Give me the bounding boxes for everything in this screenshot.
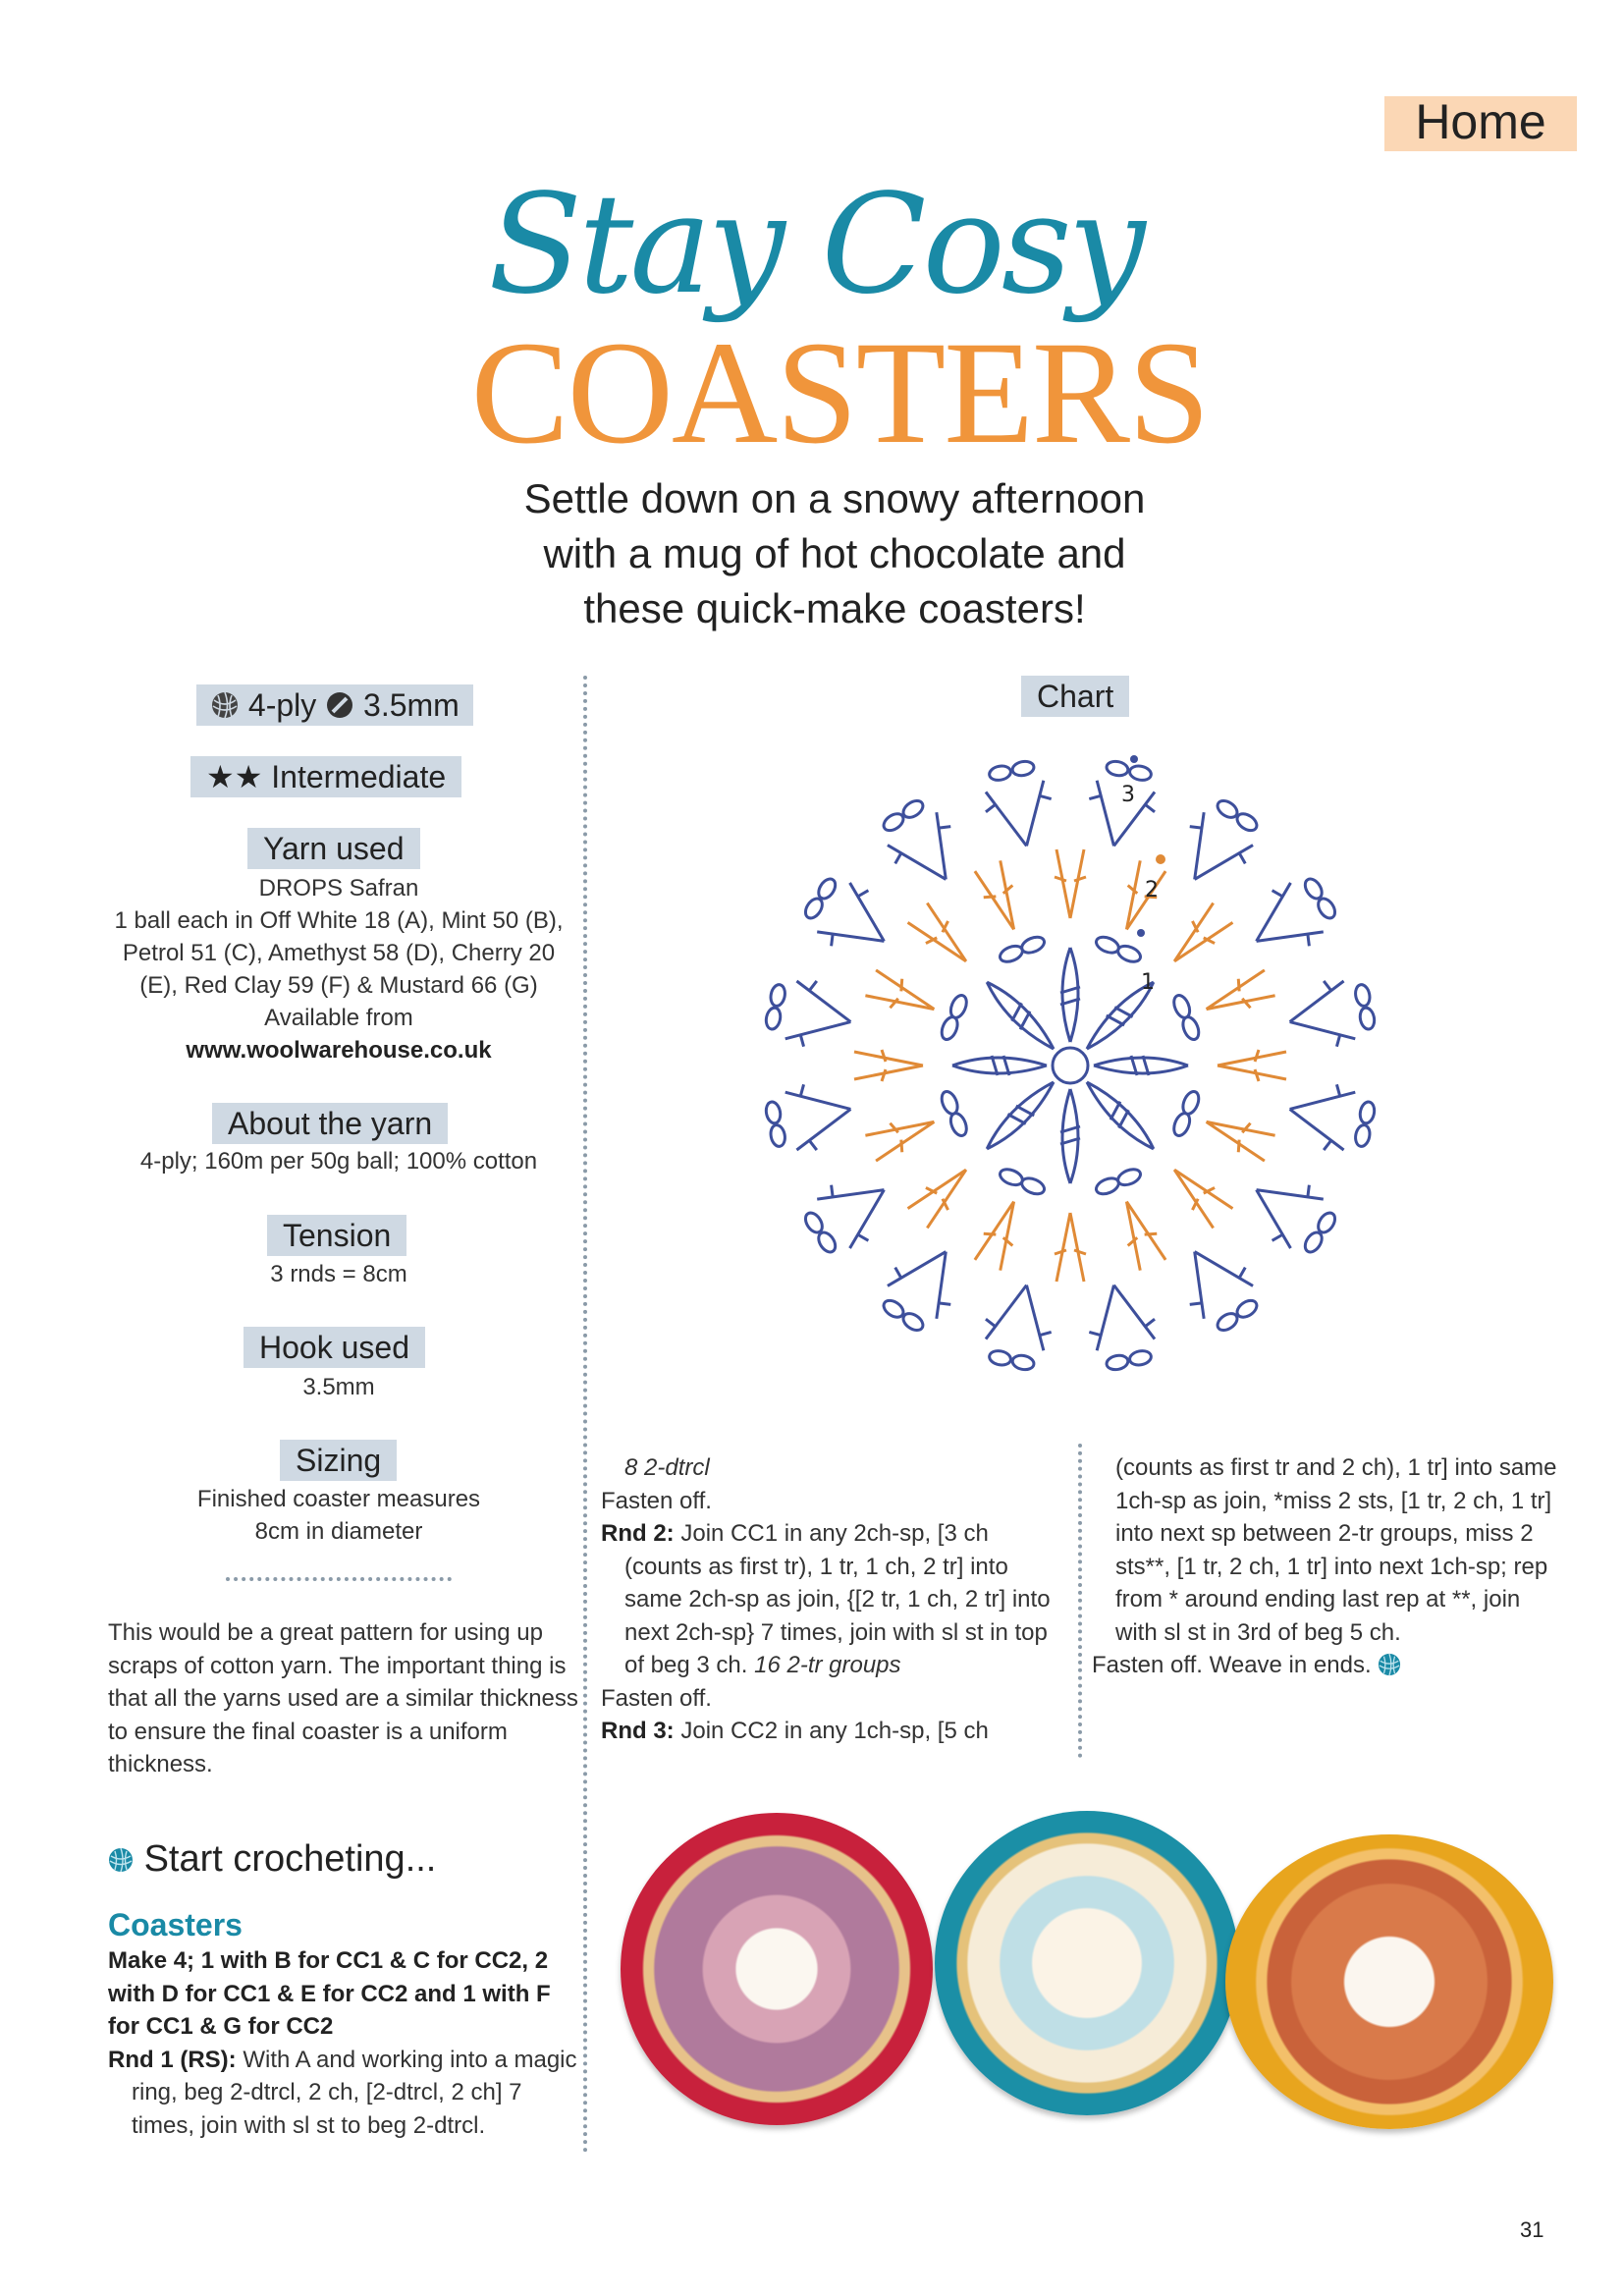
chart-shell-symbol (796, 867, 902, 969)
sizing-heading: Sizing (280, 1440, 397, 1481)
start-marker-2 (1156, 854, 1165, 864)
make-instruction: Make 4; 1 with B for CC1 & C for CC2, 2 with D for CC1 & E for CC2 and 1 with F for CC1 & G for CC2 (108, 1947, 551, 2040)
supplier-link[interactable]: www.woolwarehouse.co.uk (186, 1037, 492, 1064)
magic-ring (1053, 1048, 1088, 1083)
spec-weight-hook-tag: 4-ply 3.5mm (196, 684, 473, 726)
coaster-mustard (1225, 1834, 1553, 2129)
fasten-off-2: Fasten off. (601, 1684, 712, 1712)
chart-tr-group-symbol (1200, 968, 1275, 1023)
rnd1-instruction: Rnd 1 (RS): With A and working into a magic ring, beg 2-dtrcl, 2 ch, [2-dtrcl, 2 ch] 7 times, join with sl st to beg 2-dtrcl. (108, 2046, 577, 2139)
skill-level-tag: ★★ Intermediate (190, 756, 461, 797)
chart-chain-symbol (939, 1089, 969, 1138)
yarn-ball-icon (210, 690, 240, 720)
chart-tr-group-symbol (1218, 1050, 1286, 1081)
crochet-chart (746, 732, 1394, 1399)
coaster-teal (935, 1811, 1239, 2115)
intro-text: Settle down on a snowy afternoon with a mug of hot chocolate and these quick-make coasters! (523, 475, 1146, 631)
chart-chain-symbol (998, 934, 1047, 964)
chart-chain-symbol (939, 993, 969, 1042)
divider-dots (226, 1577, 452, 1581)
start-marker-1 (1137, 929, 1145, 937)
rnd2-instruction: Rnd 2: Join CC1 in any 2ch-sp, [3 ch (counts as first tr), 1 tr, 1 ch, 2 tr] into same 2ch-sp as join, {[2 tr, 1 ch, 2 tr] into next 2ch-sp} 7 times, join with sl st in top of beg 3 ch. 16 2-tr groups (601, 1520, 1051, 1678)
start-marker-3 (1130, 755, 1138, 763)
chart-shell-symbol (762, 973, 857, 1055)
chart-tr-group-symbol (854, 1050, 923, 1081)
chart-dtrcl-symbol (1080, 1075, 1161, 1156)
chart-chain-symbol (998, 1167, 1047, 1197)
chart-label-1: 1 (1141, 970, 1155, 995)
chart-shell-symbol (1166, 1233, 1269, 1339)
about-yarn-text: 4-ply; 160m per 50g ball; 100% cotton (139, 1148, 538, 1175)
chart-tr-group-symbol (1055, 849, 1086, 918)
yarn-used-heading: Yarn used (247, 828, 420, 869)
chart-shell-symbol (1283, 1076, 1379, 1158)
pattern-right (1092, 1451, 1558, 1682)
chart-round-2 (854, 849, 1286, 1282)
chart-label-3: 3 (1121, 783, 1135, 807)
tension-heading: Tension (267, 1215, 406, 1256)
chart-shell-symbol (1081, 1279, 1163, 1374)
title-script: Stay Cosy (488, 165, 1142, 325)
fasten-off-1: Fasten off. (601, 1487, 712, 1514)
chart-heading: Chart (1021, 676, 1129, 717)
chart-dtrcl-symbol (1094, 1056, 1188, 1075)
chart-tr-group-symbol (1200, 1108, 1275, 1163)
chart-label-2: 2 (1145, 878, 1159, 902)
chart-round-1 (939, 934, 1202, 1197)
rnd3-instruction: Rnd 3: Join CC2 in any 1ch-sp, [5 ch (601, 1718, 989, 1744)
chart-tr-group-symbol (973, 860, 1028, 936)
chart-dtrcl-symbol (952, 1056, 1047, 1075)
chart-chain-symbol (1094, 1167, 1143, 1197)
chart-shell-symbol (796, 1162, 902, 1264)
hook-icon (325, 690, 354, 720)
chart-tr-group-symbol (1164, 1159, 1234, 1230)
note-text: This would be a great pattern for using up scraps of cotton yarn. The important thing is that all the yarns used are a similar thickness to ensure the final coaster is a uniform thickness. (108, 1619, 578, 1777)
chart-dtrcl-symbol (1060, 948, 1080, 1042)
final-instruction: Fasten off. Weave in ends. (1092, 1649, 1558, 1682)
chart-tr-group-symbol (1112, 860, 1167, 936)
page-number: 31 (1520, 2217, 1544, 2242)
column-divider-left (583, 676, 587, 2154)
pattern-left (108, 1905, 579, 2142)
chart-shell-symbol (1238, 1162, 1344, 1264)
coaster-red (621, 1813, 933, 2125)
rnd3-continued: (counts as first tr and 2 ch), 1 tr] into same 1ch-sp as join, *miss 2 sts, [1 tr, 2 ch, 1 tr] into next sp between 2-tr groups, miss 2 sts**, [1 tr, 2 ch, 1 tr] into next 1ch-sp; rep from * around ending last rep at **, join with sl st in 3rd of beg 5 ch. (1115, 1454, 1557, 1646)
chart-shell-symbol (872, 792, 974, 898)
chart-tr-group-symbol (1055, 1213, 1086, 1282)
title-main: COASTERS (470, 311, 1209, 474)
chart-shell-symbol (1238, 867, 1344, 969)
chart-shell-symbol (1166, 792, 1269, 898)
chart-tr-group-symbol (973, 1195, 1028, 1271)
about-yarn-heading: About the yarn (212, 1103, 448, 1144)
rnd1-count: 8 2-dtrcl (624, 1454, 710, 1481)
yarn-ball-icon (108, 1847, 134, 1873)
chart-shell-symbol (872, 1233, 974, 1339)
section-label: Home (1415, 94, 1546, 149)
start-heading: Start crocheting... (108, 1836, 436, 1882)
sizing-text: Finished coaster measures 8cm in diameter (196, 1486, 481, 1545)
chart-tr-group-symbol (865, 1108, 941, 1163)
chart-tr-group-symbol (865, 968, 941, 1023)
tension-text: 3 rnds = 8cm (270, 1261, 407, 1287)
chart-shell-symbol (978, 1279, 1059, 1374)
pattern-middle (601, 1451, 1062, 1748)
yarn-ball-end-icon (1378, 1653, 1401, 1676)
chart-tr-group-symbol (1164, 902, 1234, 972)
chart-tr-group-symbol (906, 1159, 977, 1230)
chart-chain-symbol (1171, 993, 1202, 1042)
column-divider-middle (1078, 1444, 1082, 1758)
chart-chain-symbol (1171, 1089, 1202, 1138)
chart-tr-group-symbol (906, 902, 977, 972)
yarn-used-details: DROPS Safran 1 ball each in Off White 18 (A), Mint 50 (B), Petrol 51 (C), Amethyst 58 (D), Cherry 20 (E), Red Clay 59 (F) & Mustard 66 (G) Available from www.woolwarehouse.co.uk (88, 872, 589, 1066)
coasters-heading: Coasters (108, 1907, 243, 1942)
chart-shell-symbol (762, 1076, 857, 1158)
chart-round-3 (762, 757, 1378, 1373)
chart-shell-symbol (1283, 973, 1379, 1055)
hook-used-heading: Hook used (244, 1327, 425, 1368)
chart-shell-symbol (978, 757, 1059, 852)
chart-dtrcl-symbol (980, 975, 1060, 1056)
chart-dtrcl-symbol (980, 1075, 1060, 1156)
chart-tr-group-symbol (1112, 1195, 1167, 1271)
coasters-photo (609, 1797, 1561, 2170)
hook-used-text: 3.5mm (302, 1374, 375, 1400)
chart-chain-symbol (1094, 934, 1143, 964)
chart-dtrcl-symbol (1060, 1089, 1080, 1183)
